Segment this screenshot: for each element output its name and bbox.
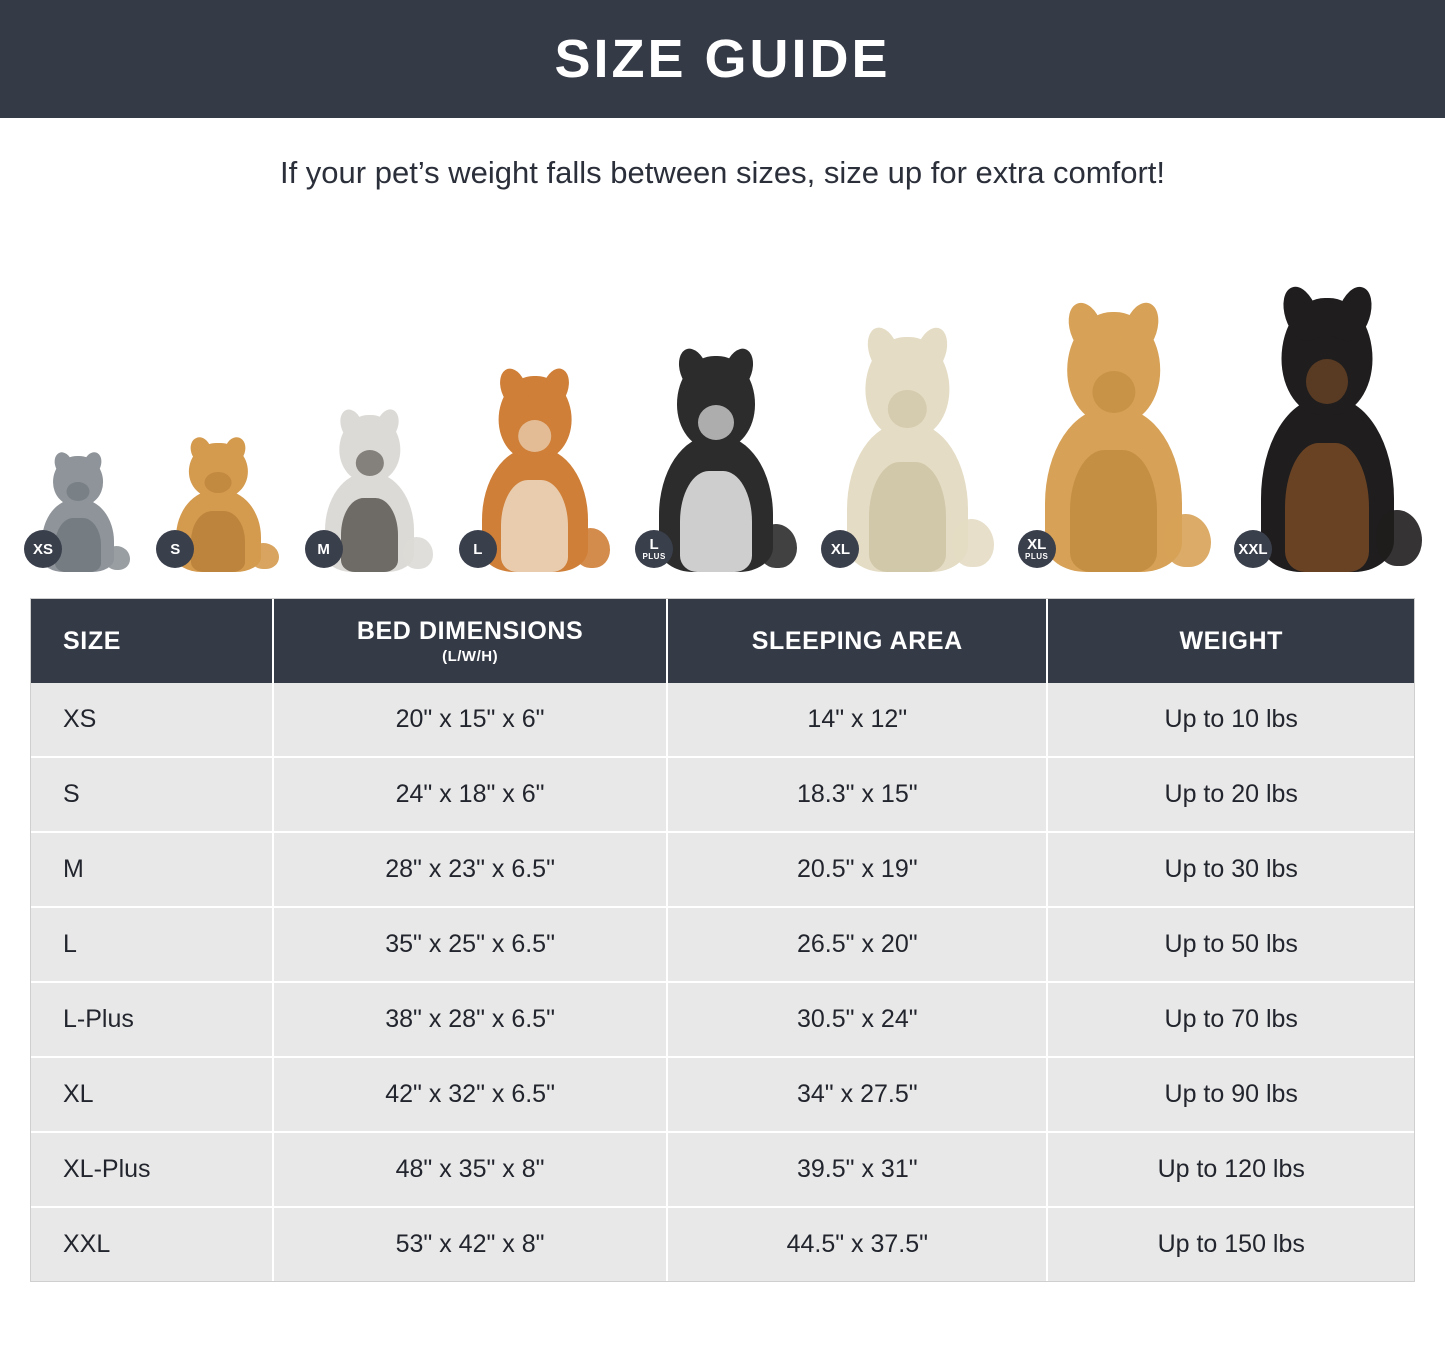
cell-size: M <box>31 832 273 907</box>
cell-sleeping-area: 44.5" x 37.5" <box>667 1207 1047 1281</box>
pet-illustration-xl-plus <box>1024 307 1204 572</box>
column-header-weight-label: WEIGHT <box>1179 626 1284 655</box>
cell-sleeping-area: 30.5" x 24" <box>667 982 1047 1057</box>
table-row <box>31 907 1414 982</box>
page-title: SIZE GUIDE <box>554 29 891 89</box>
cell-weight: Up to 20 lbs <box>1047 757 1414 832</box>
size-badge-label: L <box>473 540 483 558</box>
size-badge <box>459 530 497 568</box>
size-table-container <box>30 598 1415 1282</box>
cell-sleeping-area: 39.5" x 31" <box>667 1132 1047 1207</box>
cell-weight: Up to 10 lbs <box>1047 683 1414 757</box>
cell-bed-dimensions: 42" x 32" x 6.5" <box>273 1057 667 1132</box>
size-badge-label: L <box>649 536 659 553</box>
table-header <box>31 599 1414 683</box>
pet-illustration-l-plus <box>641 352 791 572</box>
cell-size: S <box>31 757 273 832</box>
table-row <box>31 1207 1414 1281</box>
cell-sleeping-area: 14" x 12" <box>667 683 1047 757</box>
cell-weight: Up to 120 lbs <box>1047 1132 1414 1207</box>
subtitle-text: If your pet’s weight falls between sizes, size up for extra comfort! <box>279 155 1166 190</box>
table-body <box>31 683 1414 1281</box>
pet-illustration-m <box>311 412 429 572</box>
size-badge <box>1234 530 1272 568</box>
size-badge-plus-label: PLUS <box>642 552 666 561</box>
size-badge-label: S <box>170 540 181 558</box>
size-badge-label: XXL <box>1238 540 1268 558</box>
size-badge-plus-label: PLUS <box>1025 552 1049 561</box>
column-header-bed-dimensions <box>273 599 667 683</box>
column-header-weight <box>1047 599 1414 683</box>
cell-size: XL <box>31 1057 273 1132</box>
size-badge <box>305 530 343 568</box>
pet-illustration-xs <box>30 454 126 572</box>
cell-sleeping-area: 34" x 27.5" <box>667 1057 1047 1132</box>
size-badge <box>24 530 62 568</box>
subtitle-container <box>0 118 1445 228</box>
size-badge-label: M <box>317 540 330 558</box>
cell-size: XS <box>31 683 273 757</box>
cell-weight: Up to 70 lbs <box>1047 982 1414 1057</box>
cell-sleeping-area: 18.3" x 15" <box>667 757 1047 832</box>
table-header-row <box>31 599 1414 683</box>
table-row <box>31 683 1414 757</box>
cell-size: L-Plus <box>31 982 273 1057</box>
size-badge-label: XL <box>830 540 850 558</box>
golden-retriever-silhouette <box>1024 307 1204 572</box>
column-header-size <box>31 599 273 683</box>
pet-illustration-s <box>162 440 274 572</box>
pet-size-illustrations <box>30 242 1415 572</box>
column-header-sleeping-area-label: SLEEPING AREA <box>751 626 963 655</box>
table-row <box>31 832 1414 907</box>
table-row <box>31 1132 1414 1207</box>
cell-bed-dimensions: 24" x 18" x 6" <box>273 757 667 832</box>
column-header-sleeping-area <box>667 599 1047 683</box>
cell-weight: Up to 50 lbs <box>1047 907 1414 982</box>
table-row <box>31 757 1414 832</box>
table-row <box>31 982 1414 1057</box>
cell-weight: Up to 150 lbs <box>1047 1207 1414 1281</box>
size-badge-label: XS <box>32 540 53 558</box>
cell-sleeping-area: 26.5" x 20" <box>667 907 1047 982</box>
column-header-size-label: SIZE <box>63 626 121 655</box>
cell-sleeping-area: 20.5" x 19" <box>667 832 1047 907</box>
cell-size: L <box>31 907 273 982</box>
size-badge-label: XL <box>1027 536 1047 553</box>
cell-bed-dimensions: 28" x 23" x 6.5" <box>273 832 667 907</box>
cell-weight: Up to 30 lbs <box>1047 832 1414 907</box>
column-header-bed-dimensions-label: BED DIMENSIONS <box>356 617 584 645</box>
table-row <box>31 1057 1414 1132</box>
cell-weight: Up to 90 lbs <box>1047 1057 1414 1132</box>
pet-illustration-l <box>465 372 605 572</box>
column-header-bed-dimensions-sub: (L/W/H) <box>442 648 499 665</box>
cell-size: XL-Plus <box>31 1132 273 1207</box>
cell-bed-dimensions: 38" x 28" x 6.5" <box>273 982 667 1057</box>
size-table <box>31 599 1414 1281</box>
cell-bed-dimensions: 20" x 15" x 6" <box>273 683 667 757</box>
cell-bed-dimensions: 48" x 35" x 8" <box>273 1132 667 1207</box>
cell-size: XXL <box>31 1207 273 1281</box>
cell-bed-dimensions: 35" x 25" x 6.5" <box>273 907 667 982</box>
header-bar <box>0 0 1445 118</box>
size-badge <box>635 530 673 568</box>
size-badge <box>1018 530 1056 568</box>
cell-bed-dimensions: 53" x 42" x 8" <box>273 1207 667 1281</box>
pet-illustration-xl <box>827 332 987 572</box>
pet-illustration-xxl <box>1240 292 1415 572</box>
doberman-silhouette <box>1240 292 1415 572</box>
